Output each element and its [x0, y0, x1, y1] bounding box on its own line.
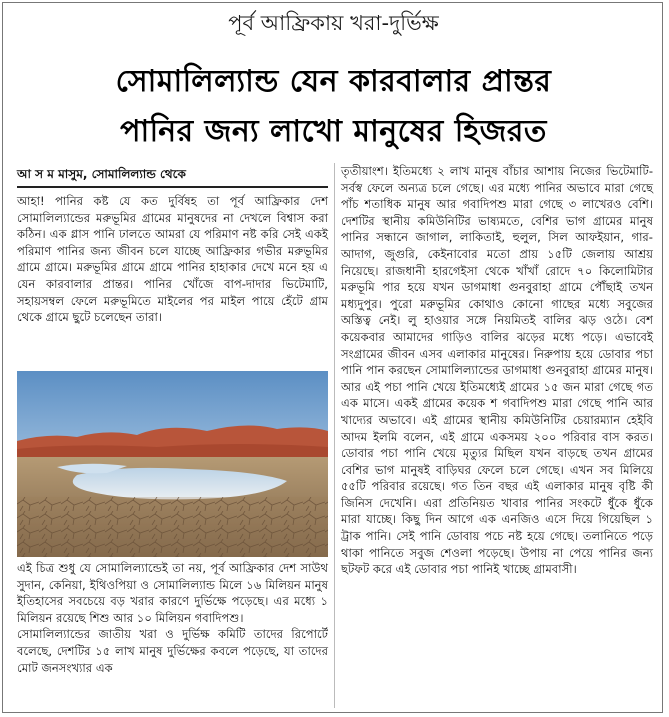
drought-photo — [17, 371, 328, 557]
headline-line-2: পানির জন্য লাখো মানুষের হিজরত — [120, 114, 547, 149]
paragraph-intro: আহা! পানির কষ্ট যে কত দুর্বিষহ তা পূর্ব আফ্রিকার দেশ সোমালিল্যান্ডের মরুভূমির গ্রামের মানুষদের না দেখলে বিশ্বাস করা কঠিন। এক গ্লাস পানি ঢালতে আমরা যে পরিমাণ নষ্ট করি সেই একই পরিমাণ পানির জন্য জীবন চলে যাচ্ছে আফ্রিকার গভীর মরুভূমির গ্রামে গ্রামে। মরুভূমির গ্রামে গ্রামে পানির হাহাকার দেখে মনে হয় এ যেন কারবালার প্রান্তর। পানির খোঁজে বাপ-দাদার ভিটেমাটি, সহায়সম্বল ফেলে মরুভূমিতে মাইলের পর মাইল পায়ে হেঁটে গ্রাম থেকে গ্রামে ছুটে চলেছেন তারা। — [17, 194, 328, 325]
headline-line-1: সোমালিল্যান্ড যেন কারবালার প্রান্তর — [115, 64, 552, 99]
byline: আ স ম মাসুম, সোমালিল্যান্ড থেকে — [17, 167, 186, 181]
right-column — [341, 163, 653, 578]
drought-landscape-image — [17, 371, 328, 557]
paragraph-committee: সোমালিল্যান্ডের জাতীয় খরা ও দুর্ভিক্ষ কমিটি তাদের রিপোর্টে বলেছে, দেশটির ১৫ লাখ মানুষ দুর্ভিক্ষের কবলে পড়েছে, যা তাদের মোট জনসংখ্যার এক — [17, 627, 328, 675]
paragraph-region: এই চিত্র শুধু যে সোমালিল্যান্ডেই তা নয়, পূর্ব আফ্রিকার দেশ সাউথ সুদান, কেনিয়া, ইথিওপিয়া ও সোমালিল্যান্ড মিলে ১৬ মিলিয়ন মানুষ ইতিহাসের সবচেয়ে বড় খরার কারণে দুর্ভিক্ষে পড়েছে। এর মধ্যে ১ মিলিয়ন রয়েছে শিশু আর ১০ মিলিয়ন গবাদিপশু। — [17, 561, 328, 625]
paragraph-continued: তৃতীয়াংশ। ইতিমধ্যে ২ লাখ মানুষ বাঁচার আশায় নিজের ভিটেমাটি-সর্বস্ব ফেলে অন্যত্র চলে গেছে। এর মধ্যে পানির অভাবে মারা গেছে পাঁচ শতাধিক মানুষ আর গবাদিপশু মারা গেছে ৩ লাখেরও বেশি। দেশটির স্থানীয় কমিউনিটির ভাষ্যমতে, বেশির ভাগ গ্রামের মানুষ পানির সন্ধানে জাগাল, লাকিতাই, হুলুল, সিল আফইয়ান, গার-আদাগ, জুগুরি, কেইনাবোর মতো প্রায় ১৫টি জেলায় আশ্রয় নিয়েছে। রাজধানী হারগেইসা থেকে খাঁখাঁ রোদে ৭০ কিলোমিটার মরুভূমি পার হয়ে যখন ডাগমাধা গুনবুরাহা গ্রামে পৌঁছাই তখন মধ্যদুপুর। পুরো মরুভূমির কোথাও কোনো গাছের মধ্যে সবুজের অস্তিত্ব নেই। লু হাওয়ার সঙ্গে নিয়মিতই বালির ঝড় ওঠে। বেশ কয়েকবার আমাদের গাড়িও বালির ঝড়ের মধ্যে পড়ে। এভাবেই সংগ্রামের জীবন এসব এলাকার মানুষের। নিরুপায় হয়ে ডোবার পচা পানি পান করছেন সোমালিল্যান্ডের ডাগমাধা গুনবুরাহা গ্রামের মানুষ। আর এই পচা পানি খেয়ে ইতিমধ্যেই গ্রামের ১৫ জন মারা গেছে গত এক মাসে। একই গ্রামের কয়েক শ গবাদিপশু মারা গেছে পানি আর খাদ্যের অভাবে। এই গ্রামের স্থানীয় কমিউনিটির চেয়ারম্যান হেইবি আদম ইলমি বলেন, এই গ্রামে একসময় ২০০ পরিবার বাস করত। ডোবার পচা পানি খেয়ে মৃত্যুর মিছিল যখন বাড়ছে তখন গ্রামের বেশির ভাগ মানুষই বাড়িঘর ফেলে চলে গেছে। এখন সব মিলিয়ে ৫৫টি পরিবার রয়েছে। গত তিন বছর এই এলাকার মানুষ বৃষ্টি কী জিনিস দেখেনি। এরা প্রতিনিয়ত খাবার পানির সংকটে ধুঁকে ধুঁকে মারা যাচ্ছে। কিছু দিন আগে এক এনজিও এসে দিয়ে গিয়েছিল ১ ট্রাক পানি। সেই পানি ডোবায় পচে নষ্ট হয়ে গেছে। তলানিতে পড়ে থাকা পানিতে সবুজ শেওলা পড়েছে। উপায় না পেয়ে পানির জন্য ছটফট করে এই ডোবার পচা পানিই খাচ্ছে গ্রামবাসী। — [341, 164, 653, 577]
byline-rule — [17, 186, 328, 188]
column-divider — [334, 163, 335, 708]
left-column-lower — [17, 560, 328, 676]
news-clipping — [2, 2, 663, 713]
headline — [3, 57, 664, 157]
left-column-intro — [17, 193, 328, 326]
kicker: পূর্ব আফ্রিকায় খরা-দুর্ভিক্ষ — [228, 11, 439, 35]
